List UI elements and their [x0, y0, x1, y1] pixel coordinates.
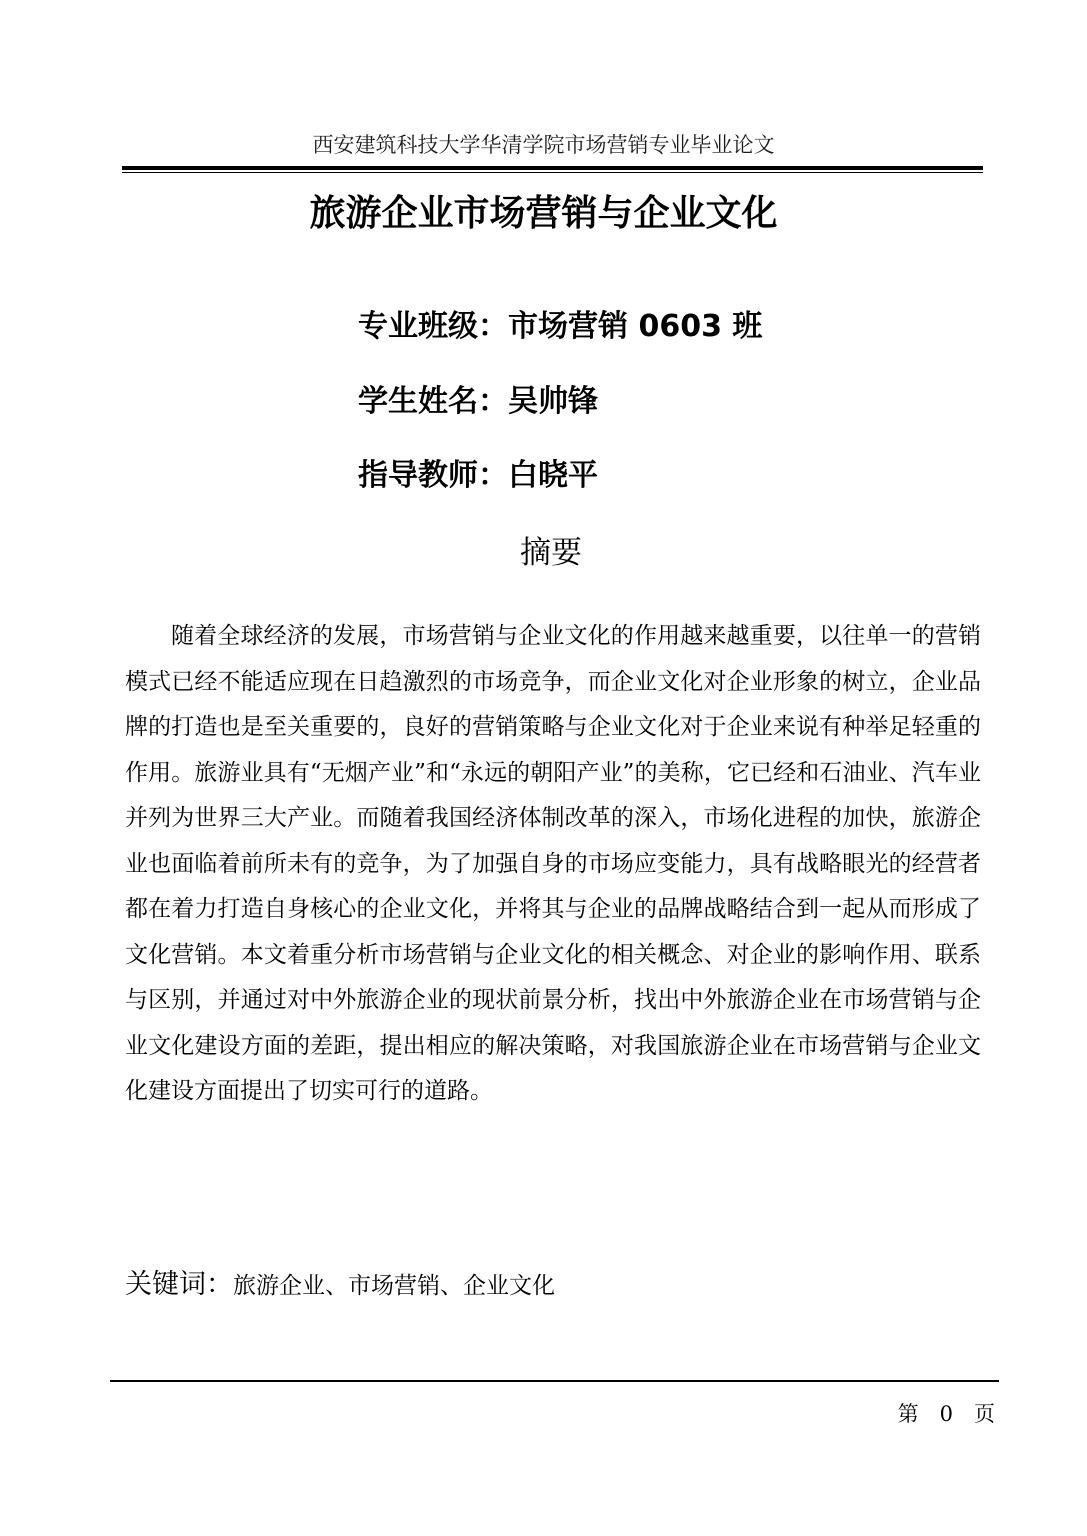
major-class-line: 专业班级：市场营销 0603 班	[358, 309, 763, 344]
header-rule-thick	[122, 166, 983, 170]
running-header: 西安建筑科技大学华清学院市场营销专业毕业论文	[312, 133, 775, 157]
keywords-label: 关键词：	[125, 1269, 233, 1300]
student-name-line: 学生姓名：吴帅锋	[358, 384, 598, 419]
advisor-line: 指导教师：白晓平	[358, 458, 598, 493]
page-number: 第 0 页	[897, 1402, 995, 1426]
footer-rule	[110, 1380, 999, 1382]
header-rule-thin	[122, 172, 983, 173]
abstract-heading: 摘要	[520, 535, 582, 571]
keywords-line	[125, 1265, 555, 1308]
keywords-value: 旅游企业、市场营销、企业文化	[233, 1273, 555, 1299]
document-title: 旅游企业市场营销与企业文化	[309, 193, 778, 234]
abstract-body: 随着全球经济的发展，市场营销与企业文化的作用越来越重要，以往单一的营销模式已经不能适应现在日趋激烈的市场竞争，而企业文化对企业形象的树立，企业品牌的打造也是至关重要的，良好的营销策略与企业文化对于企业来说有种举足轻重的作用。旅游业具有“无烟产业”和“永远的朝阳产业”的美称，它已经和石油业、汽车业并列为世界三大产业。而随着我国经济体制改革的深入，市场化进程的加快，旅游企业也面临着前所未有的竞争，为了加强自身的市场应变能力，具有战略眼光的经营者都在着力打造自身核心的企业文化，并将其与企业的品牌战略结合到一起从而形成了文化营销。本文着重分析市场营销与企业文化的相关概念、对企业的影响作用、联系与区别，并通过对中外旅游企业的现状前景分析，找出中外旅游企业在市场营销与企业文化建设方面的差距，提出相应的解决策略，对我国旅游企业在市场营销与企业文化建设方面提出了切实可行的道路。	[125, 623, 981, 1104]
